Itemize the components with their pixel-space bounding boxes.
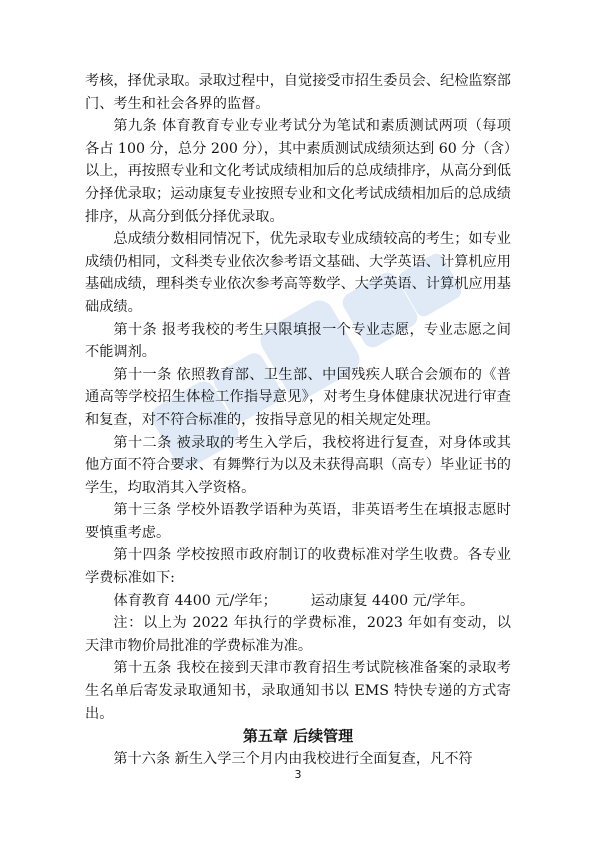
paragraph: 注：以上为 2022 年执行的学费标准，2023 年如有变动，以天津市物价局批准的学费标准为准。 xyxy=(85,615,511,654)
paragraph: 总成绩分数相同情况下，优先录取专业成绩较高的考生；如专业成绩仍相同，文科类专业依次参考语文基础、大学英语、计算机应用基础成绩，理科类专业依次参考高等数学、大学英语、计算机应用基础成绩。 xyxy=(85,231,511,315)
paragraph: 第十一条 依照教育部、卫生部、中国残疾人联合会颁布的《普通高等学校招生体检工作指导意见》，对考生身体健康状况进行审查和复查，对不符合标准的，按指导意见的相关规定处理。 xyxy=(85,366,511,428)
fee-item-sports-education: 体育教育 4400 元/学年； xyxy=(113,592,277,609)
paragraph: 第九条 体育教育专业专业考试分为笔试和素质测试两项（每项各占 100 分，总分 200 分），其中素质测试成绩须达到 60 分（含）以上，再按照专业和文化考试成绩相加后的总成绩排序，从高分到低分择优录取；运动康复专业按照专业和文化考试成绩相加后的总成绩排序，从高分到低分择优录取。 xyxy=(85,118,511,225)
paragraph-group-top xyxy=(85,70,511,590)
paragraph-group-bottom xyxy=(85,612,511,725)
paragraph: 第十四条 学校按照市政府制订的收费标准对学生收费。各专业学费标准如下: xyxy=(85,547,511,587)
paragraph: 第十二条 被录取的考生入学后，我校将进行复查，对身体或其他方面不符合要求、有舞弊行为以及未获得高职（高专）毕业证书的学生，均取消其入学资格。 xyxy=(85,434,511,496)
document-body xyxy=(85,70,511,770)
paragraph-article-16: 第十六条 新生入学三个月内由我校进行全面复查，凡不符 xyxy=(113,750,473,767)
page-number: 3 xyxy=(294,768,302,781)
fee-list xyxy=(85,590,511,613)
chapter-heading: 第五章 后续管理 xyxy=(242,727,354,746)
fee-item-sports-rehab: 运动康复 4400 元/学年。 xyxy=(310,592,475,609)
paragraph: 第十三条 学校外语教学语种为英语，非英语考生在填报志愿时要慎重考虑。 xyxy=(85,502,511,541)
fee-spacer xyxy=(277,590,311,613)
paragraph: 第十条 报考我校的考生只限填报一个专业志愿，专业志愿之间不能调剂。 xyxy=(85,321,511,361)
paragraph: 考核，择优录取。录取过程中，自觉接受市招生委员会、纪检监察部门、考生和社会各界的监督。 xyxy=(85,73,511,112)
paragraph: 第十五条 我校在接到天津市教育招生考试院核准备案的录取考生名单后寄发录取通知书，录取通知书以 EMS 特快专递的方式寄出。 xyxy=(85,660,511,722)
